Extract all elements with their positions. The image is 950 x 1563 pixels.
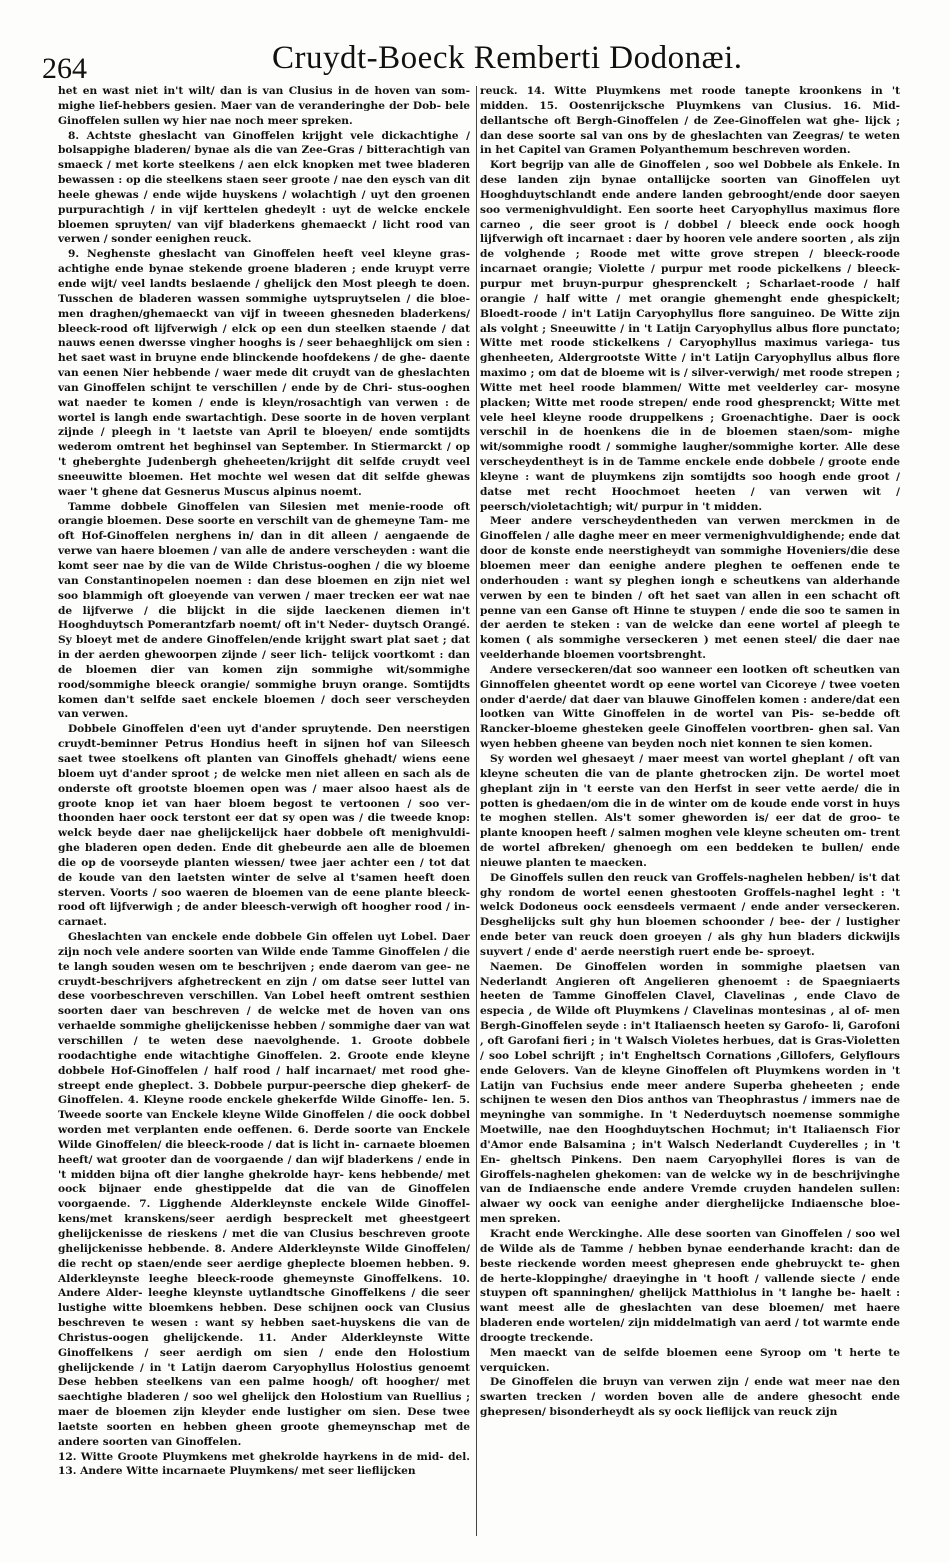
paragraph: Kort begrijp van alle de Ginoffelen , soo wel Dobbele als Enkele. In dese landen zijn bynae ontallijcke soorten van Ginoffelen uyt Hooghduytschlandt ende andere landen gebrooght/ende door saeyen soo vermenighvuldight. Een soorte heet Caryophyllus maximus flore carneo , die seer groot is / dobbel / bleeck ende oock hoogh lijfverwigh oft incarnaet : daer by hooren vele andere soorten , als zijn de volghende ; Roode met witte grove strepen / bleeck-roode incarnaet orangie; Violette / purpur met roode pickelkens / bleeck- purpur met bruyn-purpur ghesprenckelt ; Scharlaet-roode / half orangie / half witte / met orangie ghemenght ende ghespickelt; Bloedt-roode / in't Latijn Caryophyllus flore sanguineo. De Witte zijn als volght ; Sneeuwitte / in 't Latijn Caryophyllus albus flore punctato; Witte met roode stickelkens / Caryophyllus maximus variega- tus ghenheeten, Aldergrootste Witte / in't Latijn Caryophyllus albus flore maximo ; om dat de bloeme wit is / silver-verwigh/ met roode strepen ; Witte met heel roode blammen/ Witte met veelderley car- mosyne placken; Witte met roode strepen/ ende rood ghesprenckt; Witte met vele heel kleyne roode druppelkens ; Groenachtighe. Daer is oock verschil in de hoenkens die in de bloemen staen/som- mighe wit/sommighe roodt / sommighe laugher/sommighe korter. Alle dese verscheydentheyt is in de Tamme enckele ende dobbele / groote ende kleyne : want de pluymkens zijn somtijdts soo hoogh ende groot / datse met recht Hoochmoet heeten / van verwen wit / peersch/violetachtigh; wit/ purpur in 't midden.: [480, 159, 900, 513]
paragraph: Meer andere verscheydentheden van verwen merckmen in de Ginoffelen / alle daghe meer en meer vermenighvuldighende; ende dat door de konste ende neerstigheydt van sommighe Hoveniers/die dese bloemen meer dan eenighe andere pleghen te oeffenen ende te onderhouden : want sy pleghen iongh e scheutkens van alderhande verwen by een te binden / oft het saet van allen in een schacht oft penne van een Ganse oft Hinne te stuypen / ende die soo te samen in der aerden te steken : van de welcke dan eene wortel af pleegh te komen ( als sommighe verseckeren ) met eenen steel/ die daer nae veelderhande bloemen voortsbrenght.: [480, 515, 900, 662]
paragraph: Andere verseckeren/dat soo wanneer een lootken oft scheutken van Ginnoffelen gheentet wordt op eene wortel van Cicoreye / twee voeten onder d'aerde/ dat daer van blauwe Ginoffelen komen : andere/dat een lootken van Witte Ginoffelen in de wortel van Pis- se-bedde oft Rancker-bloeme ghesteken geele Ginoffelen voortbren- ghen sal. Van wyen hebben gheene van beyden noch niet konnen te sien komen.: [480, 663, 900, 751]
paragraph: Sy worden wel ghesaeyt / maer meest van wortel gheplant / oft van kleyne scheuten die van de plante ghetrocken zijn. De wortel moet gheplant zijn in 't eerste van den Herfst in seer vette aerde/ die in potten is ghedaen/om die in de winter om de koude ende vorst in huys te moghen stellen. Als't somer gheworden is/ eer dat de groo- te plante knoopen heeft / salmen moghen vele kleyne scheuten om- trent de wortel afbreken/ ghenoegh om een beddeken te bullen/ ende nieuwe planten te maecken.: [480, 752, 900, 869]
paragraph: 8. Achtste gheslacht van Ginoffelen krijght vele dickachtighe / bolsappighe bladeren/ bynae als die van Zee-Gras / bitterachtigh van smaeck / met korte steelkens / aen elck knopken met twee bladeren bewassen : op die steelkens staen seer groote / nae den eysch van dit heele ghewas / ende wijde huyskens / wolachtigh / uyt den groenen purpurachtigh / in vijf kerttelen ghedeylt : uyt de welcke enckele bloemen spruyten/ van vijf bladerkens ghemaeckt / licht rood van verwen / sonder eenighen reuck.: [58, 129, 470, 246]
paragraph: het en wast niet in't wilt/ dan is van Clusius in de hoven van som- mighe lief-hebbers gesien. Maer van de veranderinghe der Dob- bele Ginoffelen sullen wy hier nae noch meer spreken.: [58, 85, 470, 127]
paragraph: De Ginoffels sullen den reuck van Groffels-naghelen hebben/ is't dat ghy rondom de wortel eenen ghestooten Groffels-naghel leght : 't welck Dodoneus oock eensdeels vermaent / ende ander verseckeren. Desghelijcks sult ghy hun bloemen schoonder / bee- der / lustigher ende beter van reuck doen groeyen / als ghy hun bladers dickwijls suyvert / ende d' aerde neerstigh ruert ende be- sproeyt.: [480, 871, 900, 958]
paragraph: Dobbele Ginoffelen d'een uyt d'ander spruytende. Den neerstigen cruydt-beminner Petrus Hondius heeft in sijnen hof van Sileesch saet twee stoelkens oft planten van Ginoffels ghehadt/ wiens eene bloem uyt d'ander sproot ; de welcke men niet alleen en sach als de onderste oft grootste bloemen open was / maer alsoo haest als de groote knop iet van haer bloem begost te vertoonen / soo ver- thoonden haer oock terstont eer dat sy open was / die tweede knop: welck beyde daer nae ghelijckelijck haer dobbele oft menighvuldi- ghe bladeren open deden. Ende dit ghebeurde aen alle de bloemen die op de voorseyde planten wiessen/ twee jaer achter een / tot dat de koude van den laetsten winter de selve al t'samen heeft doen sterven. Voorts / soo waeren de bloemen van de eene plante bleeck-rood oft lijfverwigh ; de ander bleesch-verwigh oft hoogher rood / in- carnaet.: [58, 723, 470, 929]
paragraph: 12. Witte Groote Pluymkens met ghekrolde hayrkens in de mid- del. 13. Andere Witte incarnaete Pluymkens/ met seer lieflijcken: [58, 1450, 470, 1478]
page-number: 264: [42, 52, 87, 85]
paragraph: Men maeckt van de selfde bloemen eene Syroop om 't herte te verquicken.: [480, 1346, 900, 1374]
paragraph: Kracht ende Werckinghe. Alle dese soorten van Ginoffelen / soo wel de Wilde als de Tamme / hebben bynae eenderhande kracht: dan de beste rieckende worden meest ghepresen ende ghebruyckt te- ghen de herte-kloppinghe/ draeyinghe in 't hooft / vallende siecte / ende stuypen oft spanninghen/ ghelijck Matthiolus in 't langhe be- haelt : want meest alle de gheslachten van dese bloemen/ met haere bladeren ende wortelen/ zijn middelmatigh van aerd / tot warmte ende droogte treckende.: [480, 1227, 900, 1344]
left-column: [58, 84, 470, 1546]
column-divider: [476, 86, 477, 1536]
right-column: [480, 84, 900, 1546]
paragraph: Naemen. De Ginoffelen worden in sommighe plaetsen van Nederlandt Angieren oft Angelieren ghenoemt : de Spaegniaerts heeten de Tamme Ginoffelen Clavel, Clavelinas , ende Clavo de especia , de Wilde oft Pluymkens / Clavelinas montesinas , al of- men Bergh-Ginoffelen seyde : in't Italiaensch heeten sy Garofo- li, Garofoni , oft Garofani fieri ; in 't Walsch Violetes herbues, dat is Gras-Violetten / soo Lobel schrijft ; in't Engheltsch Cornations ,Gillofers, Gelyflours ende Gelovers. Van de kleyne Ginoffelen oft Pluymkens worden in 't Latijn van Fuchsius ende meer andere Superba gheheeten ; ende schijnen te wesen den Dios anthos van Theophrastus / immers nae de meyninghe van sommighe. In 't Nederduytsch noemense sommighe Moetwille, nae den Hooghduytschen Hochmut; in't Italiaensch Fior d'Amor ende Balsamina ; in't Walsch Nederlandt Cuyderelles ; in 't En- gheltsch Pinkens. Den naem Caryophyllei flores is van de Giroffels-naghelen ghekomen: van de welcke wy in de beschrijvinghe van de Indiaensche ende andere Vremde cruyden handelen sullen: alwaer wy oock van eenighe ander dierghelijcke Indiaensche bloe- men spreken.: [480, 960, 900, 1226]
paragraph: De Ginoffelen die bruyn van verwen zijn / ende wat meer nae den swarten trecken / worden boven alle de andere ghesocht ende ghepresen/ bisonderheydt als sy oock lieflijck van reuck zijn: [480, 1376, 900, 1419]
paragraph: 9. Neghenste gheslacht van Ginoffelen heeft veel kleyne gras- achtighe ende bynae stekende groene bladeren ; ende kruypt verre ende wijt/ veel landts beslaende / ghelijck den Most pleegh te doen. Tusschen de bladeren wassen sommighe uytspruytselen / die bloe- men draghen/ghemaeckt van vijf in tweeen ghesneden bladerkens/ bleeck-rood oft lijfverwigh / elck op een dun steelken staende / dat nauws eenen dwersse vingher hooghs is / seer behaeghlijck om sien : het saet wast in bruyne ende blinckende hoofdekens / de ghe- daente van eenen Nier hebbende / waer mede dit cruydt van de gheslachten van Ginoffelen schijnt te verschillen / ende by de Chri- stus-ooghen wat naeder te komen / ende is kleyn/rosachtigh van verwen : de wortel is langh ende swartachtigh. Dese soorte in de hoven verplant zijnde / pleegh in 't laetste van April te bloeyen/ ende somtijdts wederom omtrent het beghinsel van September. In Stiermarckt / op 't gheberghte Judenbergh gheheeten/krijght dit selfde cruydt veel sneeuwitte bloemen. Het mochte wel wesen dat dit selfde ghewas waer 't ghene dat Gesnerus Muscus alpinus noemt.: [58, 248, 470, 498]
running-title: Cruydt-Boeck Remberti Dodonæi.: [272, 40, 743, 76]
paragraph: reuck. 14. Witte Pluymkens met roode tanepte kroonkens in 't midden. 15. Oostenrijcksche Pluymkens van Clusius. 16. Mid- dellantsche oft Bergh-Ginoffelen / de Zee-Ginoffelen wat ghe- lijck ; dan dese soorte sal van ons by de gheslachten van Zeegras/ te weten in het Capitel van Gramen Polyanthemum beschreven worden.: [480, 85, 900, 157]
paragraph: Tamme dobbele Ginoffelen van Silesien met menie-roode oft orangie bloemen. Dese soorte en verschilt van de ghemeyne Tam- me oft Hof-Ginoffelen nerghens in/ dan in dit alleen / aengaende de verwe van haere bloemen / van alle de andere verscheyden : want die komt seer nae by die van de Wilde Christus-ooghen / die wy bloeme van Constantinopelen noemen : dan dese bloemen en zijn niet wel soo blammigh oft gloeyende van verwen / maer trecken eer wat nae de lijfverwe / die blijckt in die sijde laeckenen diemen in't Hooghduytsch Pomerantzfarb noemt/ oft in't Neder- duytsch Orangé. Sy bloeyt met de andere Ginoffelen/ende krijght swart plat saet ; dat in der aerden ghewoorpen zijnde / seer lich- telijck voortkomt : dan de bloemen dier van komen zijn sommighe wit/sommighe rood/sommighe bleeck orangie/ sommighe bruyn orange. Somtijdts komen dan't selfde saet enckele bloemen / doch seer verscheyden van verwen.: [58, 500, 470, 721]
paragraph: Gheslachten van enckele ende dobbele Gin offelen uyt Lobel. Daer zijn noch vele andere soorten van Wilde ende Tamme Ginoffelen / die te langh souden wesen om te beschrijven ; ende daerom van gee- ne cruydt-beschrijvers afghetreckent en zijn / om datse seer luttel van dese voorbeschreven verschillen. Van Lobel heeft omtrent sesthien soorten daer van beschreven / de welcke met de hoven van ons verhaelde sommighe ghelijckenisse hebben / sommighe daer van wat verschillen / te weten dese naevolghende. 1. Groote dobbele roodachtighe ende witachtighe Ginoffelen. 2. Groote ende kleyne dobbele Hof-Ginoffelen / half rood / half incarnaet/ met rood ghe- streept ende gheplect. 3. Dobbele purpur-peersche diep ghekerf- de Ginoffelen. 4. Kleyne roode enckele ghekerfde Wilde Ginoffe- len. 5. Tweede soorte van Enckele kleyne Wilde Ginoffelen / die oock dobbel worden met verplanten ende oeffenen. 6. Derde soorte van Enckele Wilde Ginoffelen/ die bleeck-roode / dat is licht in- carnaete bloemen heeft/ wat grooter dan de voorgaende / dan wijf bladerkens / ende in 't midden bijna oft dier langhe ghekrolde hayr- kens hebbende/ met oock bijnaer ende ghestippelde dat die van de Ginoffelen voorgaende. 7. Ligghende Alderkleynste enckele Wilde Ginoffel- kens/met kranskens/seer aerdigh bespreckelt met gheestgeert ghelijckenisse de rieskens / met die van Clusius beschreven groote ghelijckenisse hebbende. 8. Andere Alderkleynste Wilde Ginoffelen/ die recht op staen/ende seer aerdige gheplecte bloemen hebben. 9. Alderkleynste leeghe bleeck-roode ghemeynste Ginoffelkens. 10. Andere Alder- leeghe kleynste uytlandtsche Ginoffelkens / die seer lustighe witte bloemkens hebben. Dese schijnen oock van Clusius beschreven te wesen : want sy hebben saet-huyskens die van de Christus-oogen ghelijckende. 11. Ander Alderkleynste Witte Ginoffelkens / seer aerdigh om sien / ende den Holostium ghelijckende / in 't Latijn daerom Caryophyllus Holostius genoemt Dese hebben steelkens van een palme hoogh/ oft hoogher/ met saechtighe bladeren / soo wel ghelijck den Holostium van Ruellius ; maer de bloemen zijn kleyder ende lustigher om sien. Dese twee laetste soorten en hebben gheen groote ghemeynschap met de andere soorten van Ginoffelen.: [58, 931, 470, 1448]
